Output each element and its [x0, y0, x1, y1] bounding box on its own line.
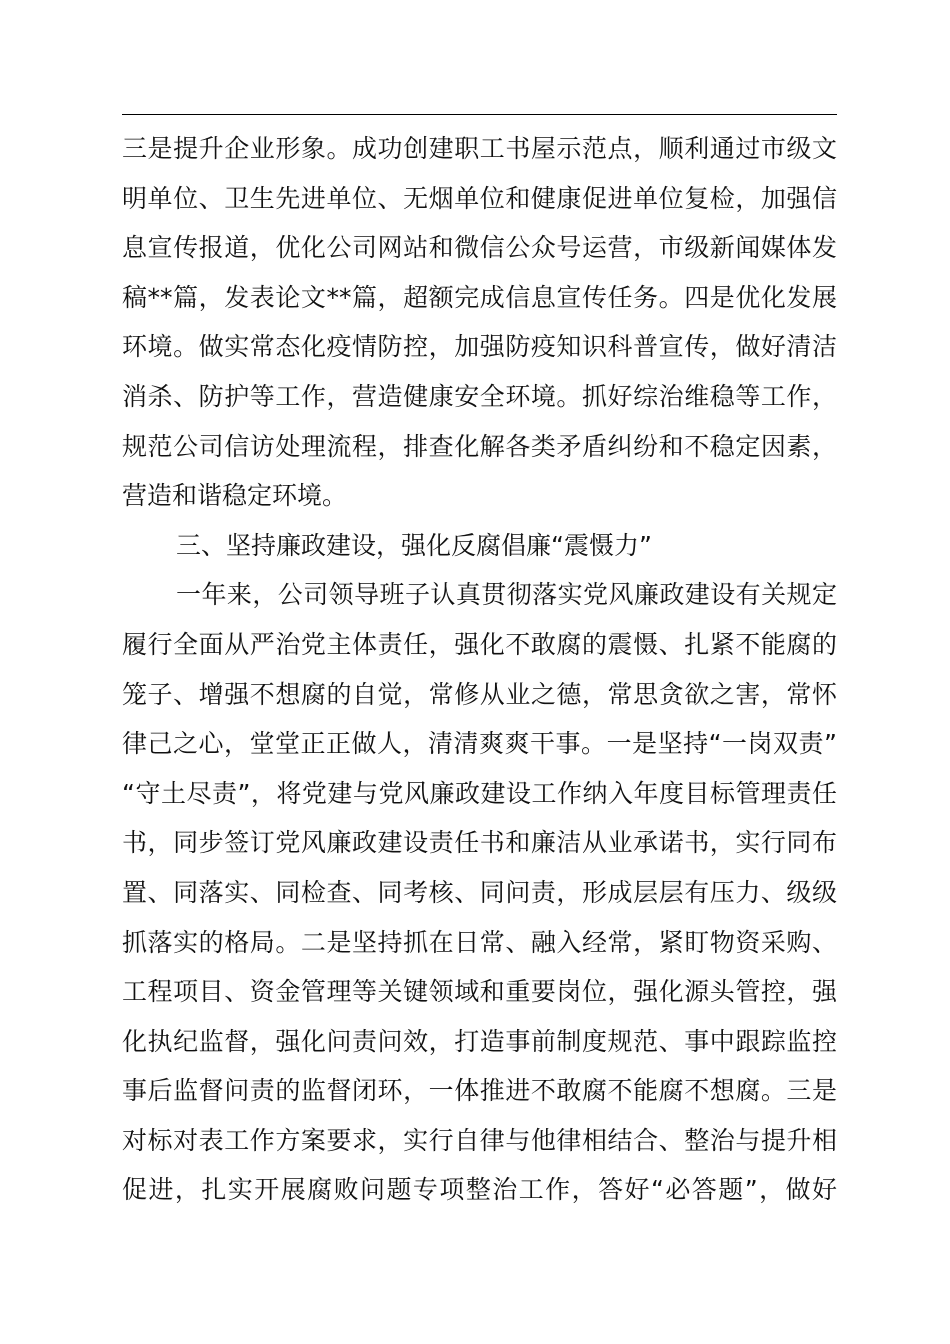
body-line: 息宣传报道，优化公司网站和微信公众号运营，市级新闻媒体发 [122, 233, 837, 263]
body-line: 笼子、增强不想腐的自觉，常修从业之德，常思贪欲之害，常怀 [122, 679, 837, 709]
body-line: 明单位、卫生先进单位、无烟单位和健康促进单位复检，加强信 [122, 183, 837, 213]
body-line: 书，同步签订党风廉政建设责任书和廉洁从业承诺书，实行同布 [122, 828, 837, 858]
body-line: 营造和谐稳定环境。 [122, 481, 348, 511]
paragraph-first-line: 一年来，公司领导班子认真贯彻落实党风廉政建设有关规定 [176, 580, 837, 610]
body-line: “守土尽责”，将党建与党风廉政建设工作纳入年度目标管理责任 [122, 778, 837, 808]
body-line: 消杀、防护等工作，营造健康安全环境。抓好综治维稳等工作， [122, 381, 837, 411]
body-line: 化执纪监督，强化问责问效，打造事前制度规范、事中跟踪监控 [122, 1026, 837, 1056]
document-body [122, 124, 837, 1215]
body-line: 环境。做实常态化疫情防控，加强防疫知识科普宣传，做好清洁 [122, 332, 837, 362]
body-line: 律己之心，堂堂正正做人，清清爽爽干事。一是坚持“一岗双责” [122, 729, 837, 759]
body-line: 置、同落实、同检查、同考核、同问责，形成层层有压力、级级 [122, 877, 837, 907]
body-line: 对标对表工作方案要求，实行自律与他律相结合、整治与提升相 [122, 1125, 837, 1155]
body-line: 促进，扎实开展腐败问题专项整治工作，答好“必答题”，做好 [122, 1175, 837, 1205]
body-line: 工程项目、资金管理等关键领域和重要岗位，强化源头管控，强 [122, 977, 837, 1007]
body-line: 事后监督问责的监督闭环，一体推进不敢腐不能腐不想腐。三是 [122, 1076, 837, 1106]
header-rule [122, 114, 837, 115]
body-line: 规范公司信访处理流程，排查化解各类矛盾纠纷和不稳定因素， [122, 431, 837, 461]
body-line: 稿**篇，发表论文**篇，超额完成信息宣传任务。四是优化发展 [122, 282, 837, 312]
body-line: 履行全面从严治党主体责任，强化不敢腐的震慑、扎紧不能腐的 [122, 629, 837, 659]
body-line: 三是提升企业形象。成功创建职工书屋示范点，顺利通过市级文 [122, 134, 837, 163]
body-line: 抓落实的格局。二是坚持抓在日常、融入经常，紧盯物资采购、 [122, 927, 837, 957]
section-heading: 三、坚持廉政建设，强化反腐倡廉“震慑力” [176, 530, 652, 560]
